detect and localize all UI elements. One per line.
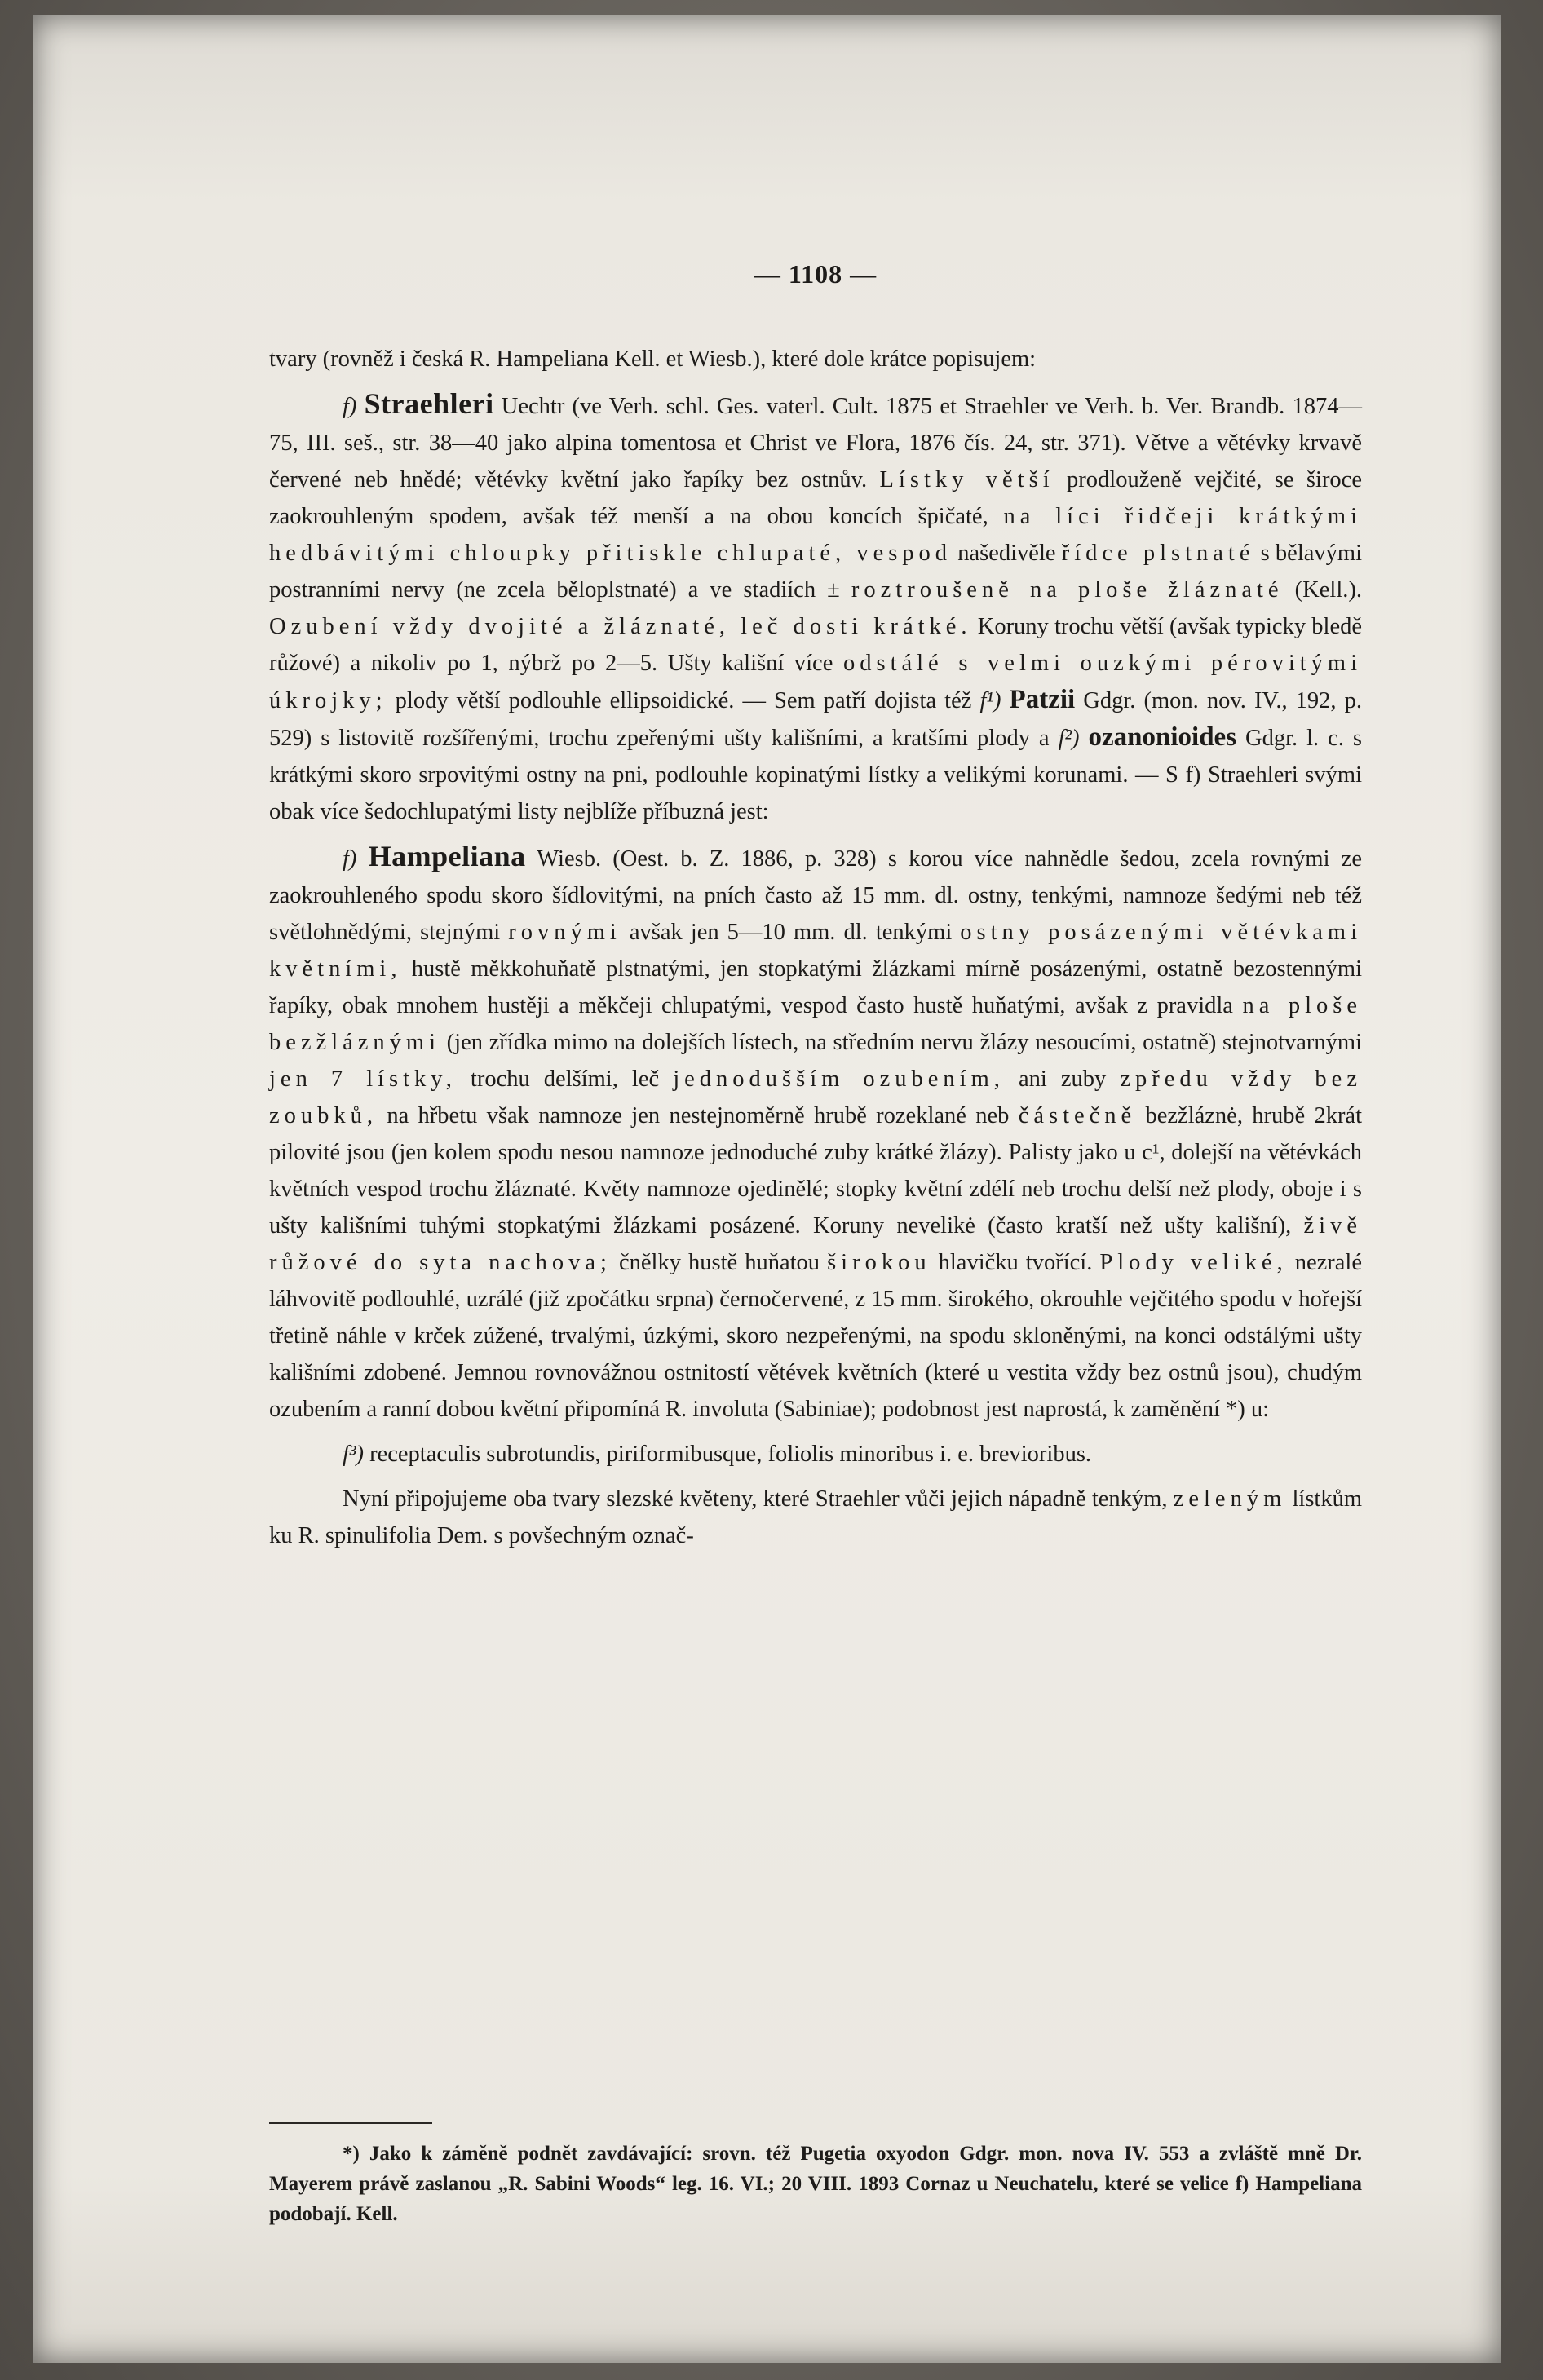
spaced-text: živě růžové do syta nachova; <box>269 1213 1362 1275</box>
spaced-text: ostny posázenými větévkami květními, <box>269 920 1362 982</box>
text-run: nezralé láhvovitě podlouhlé, uzrálé (již zpočátku srpna) černočervené, z 15 mm. širokého, okrouhle vejčitého spodu v hořejší třetině náhle v krček zúžené, trvalými, úzkými, skoro nezpeřenými, na spodu skloněnými, na konci odstálými ušty kališními zdobené. Jemnou rovnovážnou ostnitostí větévek květních (které u vestita vždy bez ostnů jsou), chudým ozubením a ranní dobou květní připomíná R. involuta (Sabiniae); podobnost jest naprostá, k zaměnění *) u: <box>269 1250 1363 1422</box>
text-run: Uechtr (ve Verh. schl. Ges. vaterl. Cult. 1875 et Straehler ve Verh. b. Ver. Brandb. 1874—75, III. seš., str. 38—40 jako alpina tomentosa et Christ ve Flora, 1876 čís. 24, str. 371). Větve a větévky krvavě červené neb hnědé; větévky květní jako řapíky bez ostnův. <box>269 394 1362 492</box>
spaced-text: zpředu vždy bez zoubků, <box>269 1066 1362 1128</box>
form-marker: f) <box>343 394 357 419</box>
paragraph-conclusion <box>269 1481 1362 1554</box>
spaced-text: jednodušším ozubením, <box>673 1066 1005 1092</box>
text-run: Nyní připojujeme oba tvary slezské květeny, které Straehler vůči jejich nápadně tenkým, <box>343 1486 1174 1512</box>
footnote-divider <box>269 2122 432 2124</box>
text-run: avšak jen 5—10 mm. dl. tenkými <box>621 920 961 945</box>
text-run: plody větší podlouhle ellipsoidické. — Sem patří dojista též <box>387 688 980 713</box>
body-text <box>269 341 1362 1562</box>
taxon-name: Patzii <box>1009 685 1076 714</box>
paragraph-intro <box>269 341 1362 378</box>
form-marker: f²) <box>1058 726 1080 751</box>
spaced-text: širokou <box>827 1250 931 1275</box>
taxon-name: ozanonioides <box>1088 722 1237 752</box>
text-run: prodlouženě vejčité, se široce zaokrouhleným spodem, avšak též menší a na obou koncích špičaté, <box>269 467 1362 529</box>
page-number: — 1108 — <box>754 259 878 289</box>
spaced-text: Lístky větší <box>879 467 1054 492</box>
text-run: Wiesb. (Oest. b. Z. 1886, p. 328) s korou více nahnědle šedou, zcela rovnými ze zaokrouhleného spodu skoro šídlovitými, na pních často až 15 mm. dl. ostny, tenkými, namnoze šedými neb též světlohnědými, stejnými <box>269 846 1363 945</box>
form-marker: f³) <box>343 1442 364 1467</box>
text-run: (Kell.). <box>1283 577 1362 603</box>
text-run: bezžláznė, hrubě 2krát pilovité jsou (jen kolem spodu nesou namnoze jednoduché zuby krátké žlázy). Palisty jako u c¹, dolejší na větévkách květních vespod trochu žláznaté. Květy namnoze ojedinělé; stopky květní zdélí neb trochu delší než plody, oboje i s ušty kališními tuhými stopkatými žlázkami posázené. Koruny nevelikė (často kratší než ušty kališní), <box>269 1103 1363 1239</box>
text-run: Gdgr. l. c. s krátkými skoro srpovitými ostny na pni, podlouhle kopinatými lístky a velikými korunami. — S f) Straehleri svými obak více šedochlupatými listy nejblíže příbuzná jest: <box>269 726 1363 824</box>
text-run: na hřbetu však namnoze jen nestejnoměrně hrubě rozeklané neb <box>378 1103 1019 1128</box>
text-run: receptaculis subrotundis, piriformibusque, foliolis minoribus i. e. brevioribus. <box>363 1442 1092 1467</box>
spaced-text: řídce plstnaté <box>1061 541 1255 566</box>
paragraph-hampeliana <box>269 838 1362 1428</box>
form-marker: f¹) <box>979 688 1001 713</box>
paragraph-latin-diagnosis <box>269 1436 1362 1473</box>
spaced-text: Plody veliké, <box>1099 1250 1288 1275</box>
document-page <box>33 15 1501 2363</box>
text-run: tvary (rovněž i česká R. Hampeliana Kell. et Wiesb.), které dole krátce popisujem: <box>269 347 1037 372</box>
form-marker: f) <box>343 846 357 872</box>
spaced-text: rovnými <box>508 920 621 945</box>
spaced-text: odstálé s velmi ouzkými pérovitými úkrojky; <box>269 651 1362 713</box>
taxon-name: Hampeliana <box>368 840 526 872</box>
text-run: lístkům ku R. spinulifolia Dem. s povšechným označ- <box>269 1486 1362 1548</box>
taxon-name: Straehleri <box>364 387 494 420</box>
spaced-text: zeleným <box>1173 1486 1287 1512</box>
paragraph-straehleri <box>269 386 1362 830</box>
footnote: *) Jako k záměně podnět zavdávající: srovn. též Pugetia oxyodon Gdgr. mon. nova IV. 553 a zvláště mně Dr. Mayerem právě zaslanou „R. Sabini Woods“ leg. 16. VI.; 20 VIII. 1893 Cornaz u Neuchatelu, které se velice f) Hampeliana podobají. Kell. <box>269 2143 1362 2225</box>
spaced-text: Ozubení vždy dvojité a žláznaté, leč dosti krátké. <box>269 614 972 639</box>
text-run: hlavičku tvořící. <box>931 1250 1100 1275</box>
text-run: (jen zřídka mimo na dolejších lístech, na středním nervu žlázy nesoucími, ostatně) stejnotvarnými <box>440 1030 1362 1055</box>
text-run: našedivěle <box>952 541 1062 566</box>
spaced-text: na líci řidčeji krátkými hedbávitými chloupky přitiskle chlupaté, vespod <box>269 504 1363 566</box>
spaced-text: na ploše bezžláznými <box>269 993 1362 1055</box>
spaced-text: roztroušeně na ploše žláznaté <box>851 577 1284 603</box>
text-run: Koruny trochu větší (avšak typicky bledě růžové) a nikoliv po 1, nýbrž po 2—5. Ušty kališní více <box>269 614 1362 676</box>
text-run: Gdgr. (mon. nov. IV., 192, p. 529) s listovitě rozšířenými, trochu zpeřenými ušty kališními, a kratšími plody a <box>269 688 1362 751</box>
spaced-text: částečně <box>1018 1103 1137 1128</box>
text-run: hustě měkkohuňatě plstnatými, jen stopkatými žlázkami mírně posázenými, ostatně bezostennými řapíky, obak mnohem hustěji a měkčeji chlupatými, vespod často hustě huňatými, avšak z pravidla <box>269 956 1362 1018</box>
spaced-text: jen 7 lístky, <box>269 1066 457 1092</box>
text-run: trochu delšími, leč <box>456 1066 674 1092</box>
text-run: s bělavými postranními nervy (ne zcela běloplstnaté) a ve stadiích ± <box>269 541 1362 603</box>
text-run: čnělky hustě huňatou <box>611 1250 828 1275</box>
text-run: ani zuby <box>1004 1066 1121 1092</box>
